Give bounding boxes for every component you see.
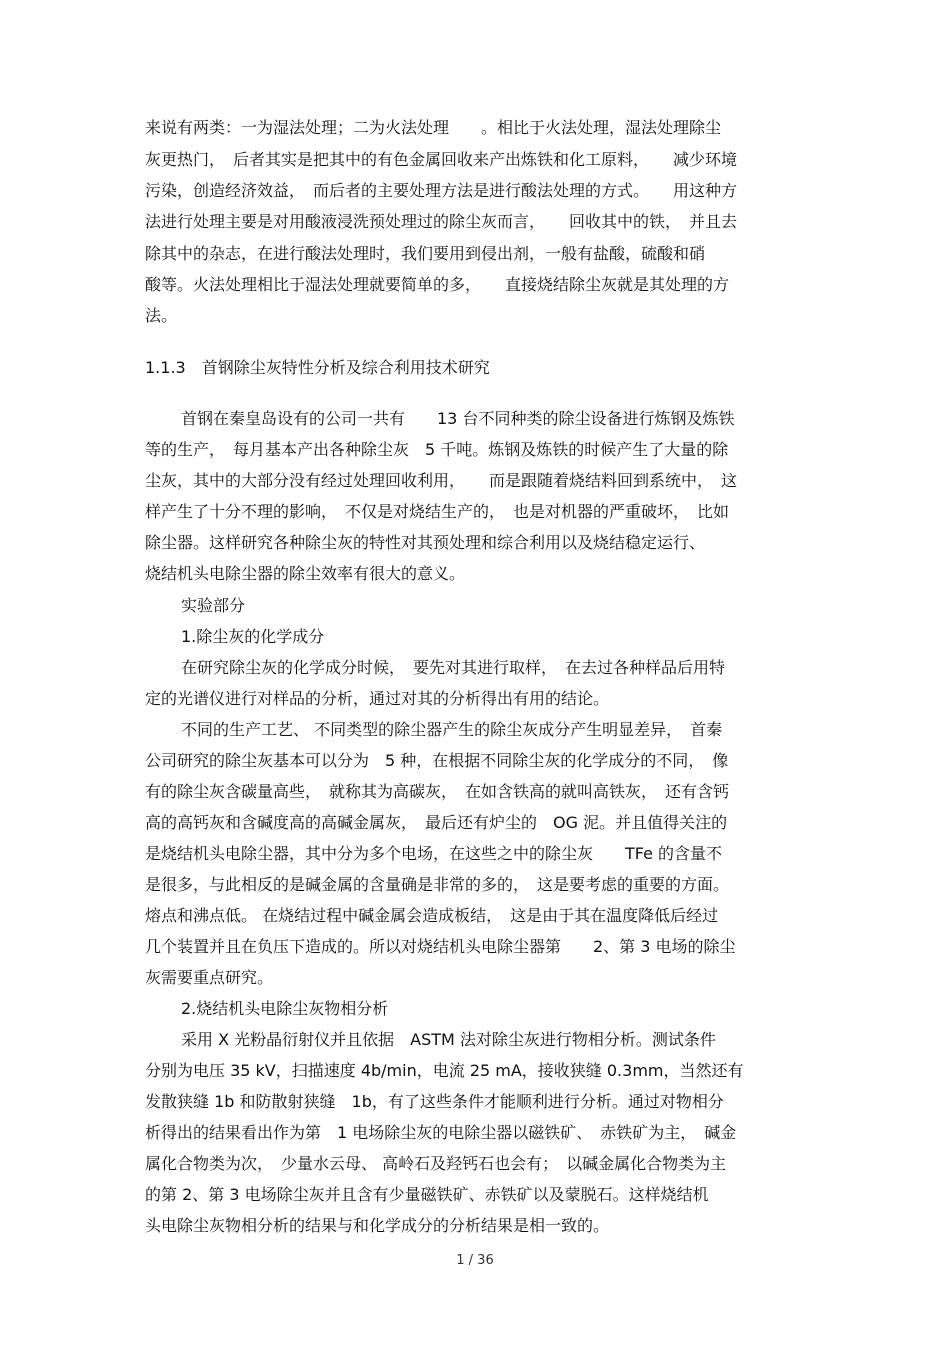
- p2-line: 烧结机头电除尘器的除尘效率有很大的意义。: [145, 564, 466, 583]
- p2-line: 尘灰，其中的大部分没有经过处理回收利用， 而是跟随着烧结料回到系统中， 这: [145, 471, 738, 490]
- p4-line: 高的高钙灰和含碱度高的高碱金属灰， 最后还有炉尘的 OG 泥。并且值得关注的: [145, 813, 728, 832]
- p5-line: 头电除尘灰物相分析的结果与和化学成分的分析结果是相一致的。: [145, 1216, 610, 1235]
- p5-line: 采用 X 光粉晶衍射仪并且依据 ASTM 法对除尘灰进行物相分析。测试条件: [181, 1030, 716, 1049]
- p1-line: 法。: [145, 306, 178, 325]
- section-heading: 1.1.3 首钢除尘灰特性分析及综合利用技术研究: [145, 358, 490, 377]
- subsection-1-title: 1.除尘灰的化学成分: [181, 627, 325, 646]
- p1-line: 污染，创造经济效益， 而后者的主要处理方法是进行酸法处理的方式。 用这种方: [145, 181, 738, 200]
- p1-line: 酸等。火法处理相比于湿法处理就要简单的多， 直接烧结除尘灰就是其处理的方: [145, 275, 730, 294]
- subsection-2-title: 2.烧结机头电除尘灰物相分析: [181, 999, 389, 1018]
- p5-line: 发散狭缝 1b 和防散射狭缝 1b，有了这些条件才能顺利进行分析。通过对物相分: [145, 1092, 724, 1111]
- p3-line: 在研究除尘灰的化学成分时候， 要先对其进行取样， 在去过各种样品后用特: [181, 658, 726, 677]
- p4-line: 有的除尘灰含碳量高些， 就称其为高碳灰， 在如含铁高的就叫高铁灰， 还有含钙: [145, 782, 730, 801]
- p5-line: 分别为电压 35 kV，扫描速度 4b/min，电流 25 mA，接收狭缝 0.3mm，当然还有: [145, 1061, 744, 1080]
- p2-line: 除尘器。这样研究各种除尘灰的特性对其预处理和综合利用以及烧结稳定运行、: [145, 533, 706, 552]
- p1-line: 法进行处理主要是对用酸液浸洗预处理过的除尘灰而言， 回收其中的铁， 并且去: [145, 212, 738, 231]
- experiment-heading: 实验部分: [181, 596, 246, 615]
- p4-line: 不同的生产工艺、 不同类型的除尘器产生的除尘灰成分产生明显差异， 首秦: [181, 720, 723, 739]
- p2-line: 样产生了十分不理的影响， 不仅是对烧结生产的， 也是对机器的严重破坏， 比如: [145, 502, 730, 521]
- page-number: 1 / 36: [456, 1253, 494, 1268]
- p5-line: 析得出的结果看出作为第 1 电场除尘灰的电除尘器以磁铁矿、 赤铁矿为主， 碱金: [145, 1123, 737, 1142]
- p2-line: 等的生产， 每月基本产出各种除尘灰 5 千吨。炼钢及炼铁的时候产生了大量的除: [145, 440, 729, 459]
- p4-line: 熔点和沸点低。 在烧结过程中碱金属会造成板结， 这是由于其在温度降低后经过: [145, 906, 719, 925]
- p4-line: 是烧结机头电除尘器，其中分为多个电场，在这些之中的除尘灰 TFe 的含量不: [145, 844, 723, 863]
- p5-line: 属化合物类为次， 少量水云母、 高岭石及羟钙石也会有； 以碱金属化合物类为主: [145, 1154, 727, 1173]
- p1-line: 灰更热门， 后者其实是把其中的有色金属回收来产出炼铁和化工原料， 减少环境: [145, 150, 738, 169]
- p1-line: 来说有两类：一为湿法处理；二为火法处理 。相比于火法处理，湿法处理除尘: [145, 118, 722, 137]
- p4-line: 几个装置并且在负压下造成的。所以对烧结机头电除尘器第 2、第 3 电场的除尘: [145, 937, 736, 956]
- p1-line: 除其中的杂志，在进行酸法处理时，我们要用到侵出剂，一般有盐酸，硫酸和硝: [145, 244, 706, 263]
- p4-line: 是很多，与此相反的是碱金属的含量确是非常的多的， 这是要考虑的重要的方面。: [145, 875, 730, 894]
- p4-line: 公司研究的除尘灰基本可以分为 5 种，在根据不同除尘灰的化学成分的不同， 像: [145, 751, 729, 770]
- p4-line: 灰需要重点研究。: [145, 968, 274, 987]
- p2-line: 首钢在秦皇岛设有的公司一共有 13 台不同种类的除尘设备进行炼钢及炼铁: [181, 409, 735, 428]
- p5-line: 的第 2、第 3 电场除尘灰并且含有少量磁铁矿、赤铁矿以及蒙脱石。这样烧结机: [145, 1185, 709, 1204]
- p3-line: 定的光谱仪进行对样品的分析，通过对其的分析得出有用的结论。: [145, 689, 610, 708]
